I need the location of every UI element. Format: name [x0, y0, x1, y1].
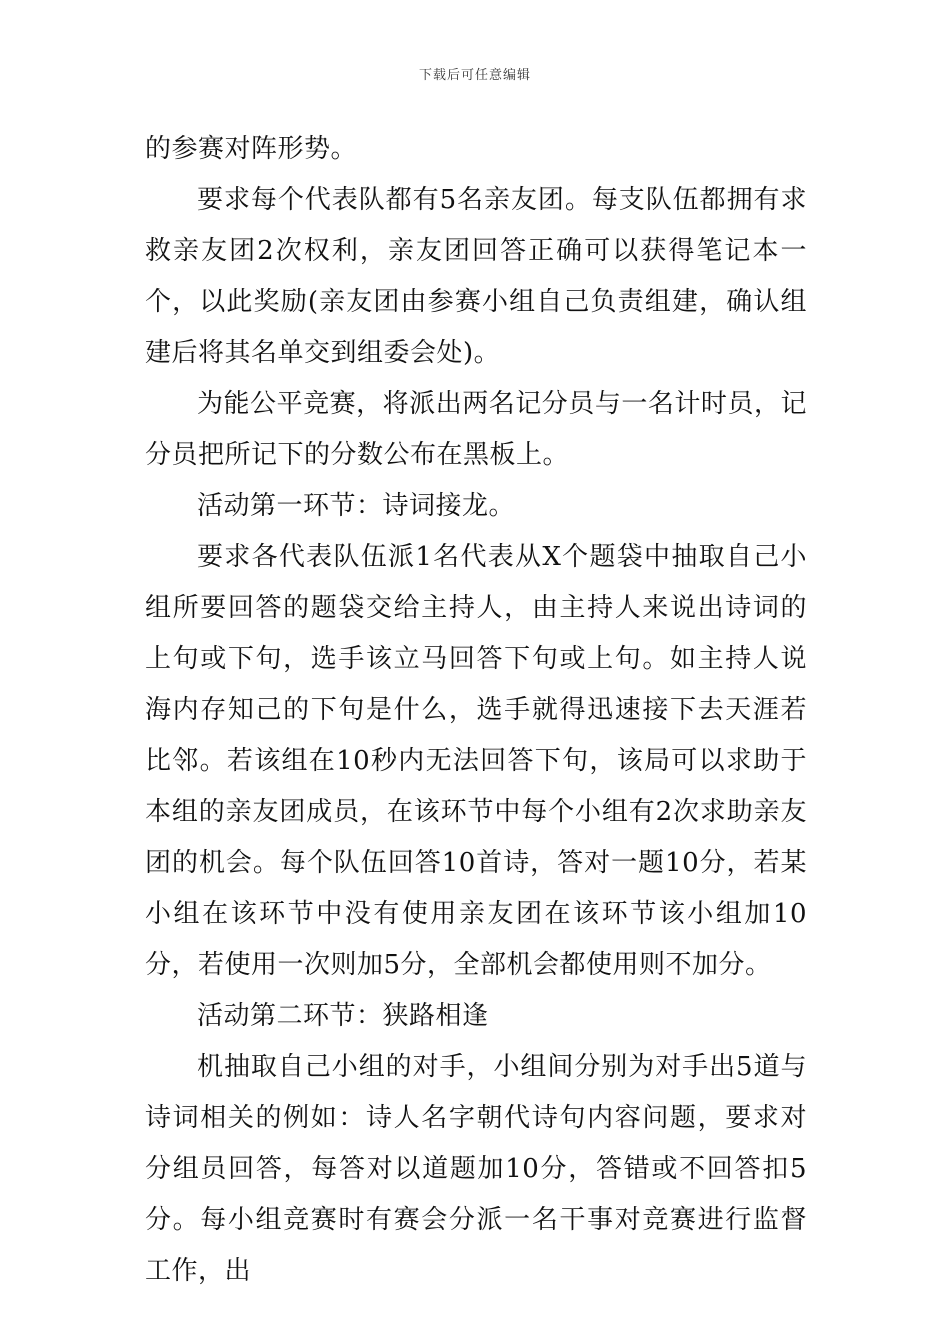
paragraph-1: 的参赛对阵形势。 — [145, 134, 358, 164]
paragraph-5: 机抽取自己小组的对手，小组间分别为对手出5道与诗词相关的例如：诗人名字朝代诗句内容问题，要求对分组员回答，每答对以道题加10分，答错或不回答扣5分。每小组竞赛时有赛会分派一名干事对竞赛进行监督工作，出 — [145, 1052, 807, 1286]
page-header: 下载后可任意编辑 — [418, 68, 531, 83]
paragraph-3: 为能公平竞赛，将派出两名记分员与一名计时员，记分员把所记下的分数公布在黑板上。 — [145, 389, 807, 470]
document-body — [145, 124, 807, 1297]
section-heading-2: 活动第二环节：狭路相逢 — [197, 1001, 489, 1031]
paragraph-2: 要求每个代表队都有5名亲友团。每支队伍都拥有求救亲友团2次权利，亲友团回答正确可以获得笔记本一个，以此奖励(亲友团由参赛小组自己负责组建，确认组建后将其名单交到组委会处)。 — [145, 185, 807, 368]
paragraph-4: 要求各代表队伍派1名代表从X个题袋中抽取自己小组所要回答的题袋交给主持人，由主持人来说出诗词的上句或下句，选手该立马回答下句或上句。如主持人说海内存知己的下句是什么，选手就得迅速接下去天涯若比邻。若该组在10秒内无法回答下句，该局可以求助于本组的亲友团成员，在该环节中每个小组有2次求助亲友团的机会。每个队伍回答10首诗，答对一题10分，若某小组在该环节中没有使用亲友团在该环节该小组加10分，若使用一次则加5分，全部机会都使用则不加分。 — [145, 542, 807, 980]
section-heading-1: 活动第一环节：诗词接龙。 — [197, 491, 516, 521]
